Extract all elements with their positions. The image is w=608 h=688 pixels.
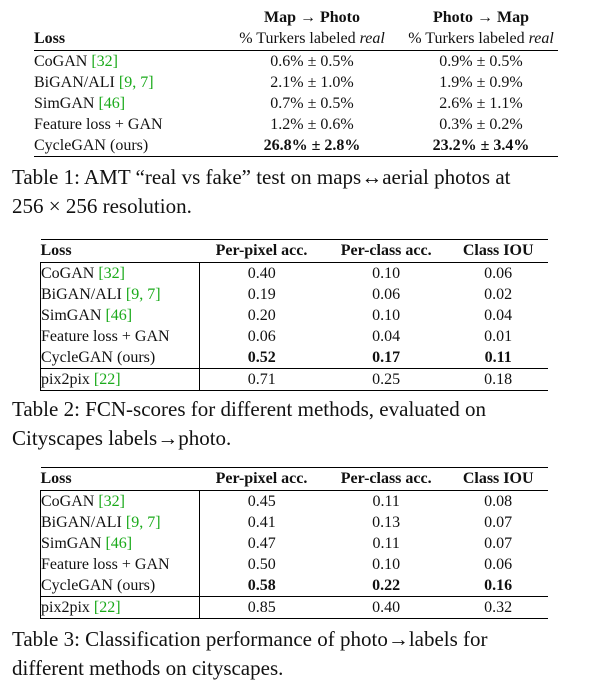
table-row-reference [41, 369, 549, 391]
method-name: CoGAN [41, 492, 99, 510]
caption-line-1: Table 2: FCN-scores for different methods, evaluated on [12, 397, 487, 421]
table-row-reference [41, 597, 549, 619]
citation-link[interactable]: [46] [105, 534, 133, 552]
method-name: CoGAN [34, 52, 92, 70]
table-row [41, 305, 549, 326]
cell-map-to-photo: 26.8% ± 2.8% [220, 135, 404, 157]
table-row [41, 491, 549, 513]
table-row-ours [41, 575, 549, 597]
header-class-iou: Class IOU [462, 470, 534, 487]
caption-line-2: different methods on cityscapes. [12, 656, 284, 680]
cell-per-class-acc: 0.06 [372, 285, 401, 303]
citation-link[interactable]: [32] [91, 52, 118, 70]
header-class-iou: Class IOU [462, 242, 534, 259]
table-3-caption [12, 625, 597, 683]
method-name: SimGAN [34, 94, 99, 112]
method-name: BiGAN/ALI [41, 513, 126, 531]
table-1 [34, 8, 558, 157]
header-per-class-acc: Per-class acc. [340, 242, 432, 259]
table-2 [40, 239, 548, 391]
cell-per-pixel-acc: 0.40 [199, 263, 324, 285]
cell-class-iou: 0.08 [448, 491, 548, 513]
cell-photo-to-map: 0.3% ± 0.2% [439, 115, 523, 133]
row-loss-name: CycleGAN (ours) [41, 575, 200, 597]
citation-link[interactable]: [46] [98, 94, 126, 112]
cell-per-class-acc: 0.04 [372, 327, 401, 345]
citation-link[interactable]: [22] [93, 370, 121, 388]
table-1-sub-header-row [34, 28, 558, 51]
method-name: SimGAN [41, 306, 106, 324]
header-per-class-acc: Per-class acc. [340, 470, 432, 487]
table-row [34, 114, 558, 135]
cell-map-to-photo: 1.2% ± 0.6% [270, 115, 354, 133]
cell-per-pixel-acc: 0.71 [199, 369, 324, 391]
row-loss-name [41, 597, 200, 619]
table-2-header-row [41, 240, 549, 263]
citation-link[interactable]: [9, 7] [125, 285, 161, 303]
row-loss-name: Feature loss + GAN [41, 326, 200, 347]
cell-per-class-acc: 0.10 [372, 555, 401, 573]
table-1-caption [12, 163, 597, 221]
table-row [41, 554, 549, 575]
row-loss-name [41, 263, 200, 285]
row-loss-name: Feature loss + GAN [41, 554, 200, 575]
row-loss-name [34, 72, 220, 93]
cell-class-iou: 0.11 [448, 347, 548, 369]
sub-header-em: real [359, 30, 385, 47]
method-name: pix2pix [41, 598, 94, 616]
citation-link[interactable]: [32] [98, 492, 125, 510]
row-loss-name [41, 512, 200, 533]
table-row [41, 326, 549, 347]
header-loss: Loss [40, 470, 72, 487]
table-1-header-map-to-photo: Map → Photo [264, 9, 360, 26]
cell-per-pixel-acc: 0.20 [199, 305, 324, 326]
cell-per-pixel-acc: 0.06 [199, 326, 324, 347]
cell-per-class-acc: 0.10 [324, 263, 448, 285]
table-3-grid [40, 467, 548, 619]
caption-line-1: Table 3: Classification performance of photo→labels for [12, 627, 488, 651]
cell-per-pixel-acc: 0.41 [199, 512, 324, 533]
citation-link[interactable]: [22] [93, 598, 121, 616]
cell-per-class-acc: 0.10 [372, 306, 401, 324]
table-1-sub-header-2 [404, 28, 558, 51]
cell-per-pixel-acc: 0.47 [199, 533, 324, 554]
table-row [41, 512, 549, 533]
method-name: SimGAN [41, 534, 106, 552]
sub-header-text: % Turkers labeled [239, 30, 360, 47]
table-1-corner [34, 8, 220, 28]
table-row [41, 533, 549, 554]
table-2-caption [12, 395, 597, 453]
table-2-grid [40, 239, 548, 391]
cell-class-iou: 0.06 [484, 555, 513, 573]
citation-link[interactable]: [9, 7] [125, 513, 161, 531]
row-loss-name [41, 533, 200, 554]
table-row [34, 51, 558, 73]
cell-class-iou: 0.06 [448, 263, 548, 285]
table-row [41, 284, 549, 305]
table-row [34, 72, 558, 93]
caption-line-1: Table 1: AMT “real vs fake” test on maps↔aerial photos at [12, 165, 511, 189]
row-loss-name [41, 284, 200, 305]
method-name: pix2pix [41, 370, 94, 388]
table-3-header-row [41, 468, 549, 491]
cell-per-class-acc: 0.11 [372, 534, 400, 552]
method-name: CoGAN [41, 264, 99, 282]
cell-photo-to-map: 2.6% ± 1.1% [439, 94, 523, 112]
cell-per-class-acc: 0.25 [324, 369, 448, 391]
cell-photo-to-map: 0.9% ± 0.5% [439, 52, 523, 70]
cell-class-iou: 0.18 [448, 369, 548, 391]
table-1-sub-header-1 [220, 28, 404, 51]
cell-per-pixel-acc: 0.19 [199, 284, 324, 305]
cell-per-class-acc: 0.13 [372, 513, 401, 531]
citation-link[interactable]: [46] [105, 306, 133, 324]
row-loss-name [34, 93, 220, 114]
table-row [41, 263, 549, 285]
cell-class-iou: 0.16 [448, 575, 548, 597]
cell-per-class-acc: 0.17 [324, 347, 448, 369]
header-per-pixel-acc: Per-pixel acc. [215, 470, 308, 487]
citation-link[interactable]: [32] [98, 264, 125, 282]
citation-link[interactable]: [9, 7] [118, 73, 154, 91]
row-loss-name [41, 491, 200, 513]
table-1-header-photo-to-map: Photo → Map [433, 9, 529, 26]
cell-map-to-photo: 0.7% ± 0.5% [270, 94, 354, 112]
table-3 [40, 467, 548, 619]
row-loss-name: CycleGAN (ours) [41, 347, 200, 369]
row-loss-name [41, 369, 200, 391]
cell-per-pixel-acc: 0.85 [199, 597, 324, 619]
cell-per-pixel-acc: 0.58 [199, 575, 324, 597]
cell-class-iou: 0.07 [484, 513, 513, 531]
cell-per-pixel-acc: 0.45 [199, 491, 324, 513]
cell-per-class-acc: 0.22 [324, 575, 448, 597]
table-1-grid [34, 8, 558, 157]
caption-line-2: 256 × 256 resolution. [12, 194, 192, 218]
cell-per-class-acc: 0.40 [324, 597, 448, 619]
cell-map-to-photo: 2.1% ± 1.0% [270, 73, 354, 91]
table-1-group-header-row [34, 8, 558, 28]
cell-per-pixel-acc: 0.50 [199, 554, 324, 575]
table-row-ours [34, 135, 558, 157]
table-1-header-loss: Loss [34, 28, 220, 51]
cell-photo-to-map: 1.9% ± 0.9% [439, 73, 523, 91]
cell-class-iou: 0.01 [484, 327, 513, 345]
method-name: BiGAN/ALI [41, 285, 126, 303]
row-loss-name [34, 51, 220, 73]
cell-class-iou: 0.32 [448, 597, 548, 619]
cell-class-iou: 0.02 [484, 285, 513, 303]
row-loss-name: CycleGAN (ours) [34, 135, 220, 157]
cell-per-pixel-acc: 0.52 [199, 347, 324, 369]
header-loss: Loss [40, 242, 72, 259]
sub-header-em: real [528, 30, 554, 47]
table-row [34, 93, 558, 114]
cell-class-iou: 0.04 [484, 306, 513, 324]
cell-per-class-acc: 0.11 [324, 491, 448, 513]
cell-map-to-photo: 0.6% ± 0.5% [270, 52, 354, 70]
row-loss-name: Feature loss + GAN [34, 115, 163, 133]
method-name: BiGAN/ALI [34, 73, 119, 91]
cell-class-iou: 0.07 [484, 534, 513, 552]
caption-line-2: Cityscapes labels→photo. [12, 426, 232, 450]
cell-photo-to-map: 23.2% ± 3.4% [404, 135, 558, 157]
row-loss-name [41, 305, 200, 326]
header-per-pixel-acc: Per-pixel acc. [215, 242, 308, 259]
table-row-ours [41, 347, 549, 369]
sub-header-text: % Turkers labeled [408, 30, 529, 47]
